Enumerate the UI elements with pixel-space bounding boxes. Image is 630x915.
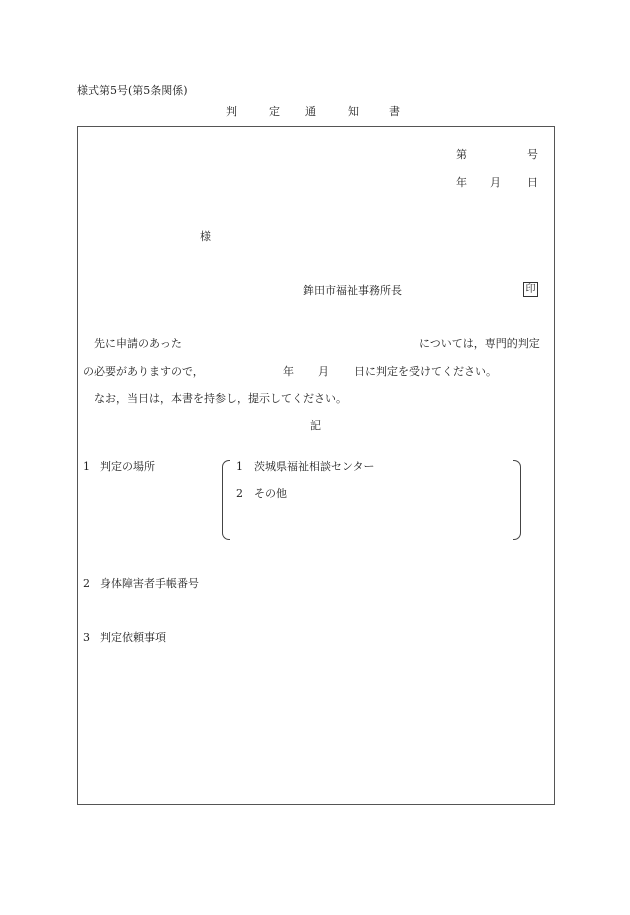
date-year: 年 xyxy=(456,176,467,189)
body-line1-end: については，専門的判定 xyxy=(419,337,540,350)
item1-number: 1 xyxy=(83,460,90,473)
title-char: 書 xyxy=(389,105,400,118)
title-char: 知 xyxy=(348,105,359,118)
option2-number: 2 xyxy=(236,487,243,500)
seal-mark: 印 xyxy=(523,282,538,297)
item1-label: 判定の場所 xyxy=(100,460,155,473)
option2-label: その他 xyxy=(254,487,287,500)
body-line2-end: 日に判定を受けてください。 xyxy=(354,365,497,378)
left-brace xyxy=(222,460,230,540)
body-line2-start: の必要がありますので， xyxy=(83,365,204,378)
right-brace xyxy=(513,460,521,540)
sender-name: 鉾田市福祉事務所長 xyxy=(303,284,402,297)
date-month: 月 xyxy=(490,176,501,189)
ki-heading: 記 xyxy=(310,419,321,432)
item3-label: 判定依頼事項 xyxy=(100,631,166,644)
item3-number: 3 xyxy=(83,631,90,644)
number-dai: 第 xyxy=(456,148,467,161)
title-char: 判 xyxy=(226,105,237,118)
addressee-sama: 様 xyxy=(200,230,211,243)
title-char: 定 xyxy=(269,105,280,118)
item2-label: 身体障害者手帳番号 xyxy=(100,577,199,590)
title-char: 通 xyxy=(305,105,316,118)
item2-number: 2 xyxy=(83,577,90,590)
form-number: 様式第5号(第5条関係) xyxy=(77,84,188,97)
option1-label: 茨城県福祉相談センター xyxy=(254,460,375,473)
date-day: 日 xyxy=(527,176,538,189)
body-line2-year: 年 xyxy=(283,365,294,378)
body-line1-start: 先に申請のあった xyxy=(94,337,182,350)
option1-number: 1 xyxy=(236,460,243,473)
body-line3: なお，当日は，本書を持参し，提示してください。 xyxy=(94,392,347,405)
number-go: 号 xyxy=(527,148,538,161)
body-line2-month: 月 xyxy=(318,365,329,378)
